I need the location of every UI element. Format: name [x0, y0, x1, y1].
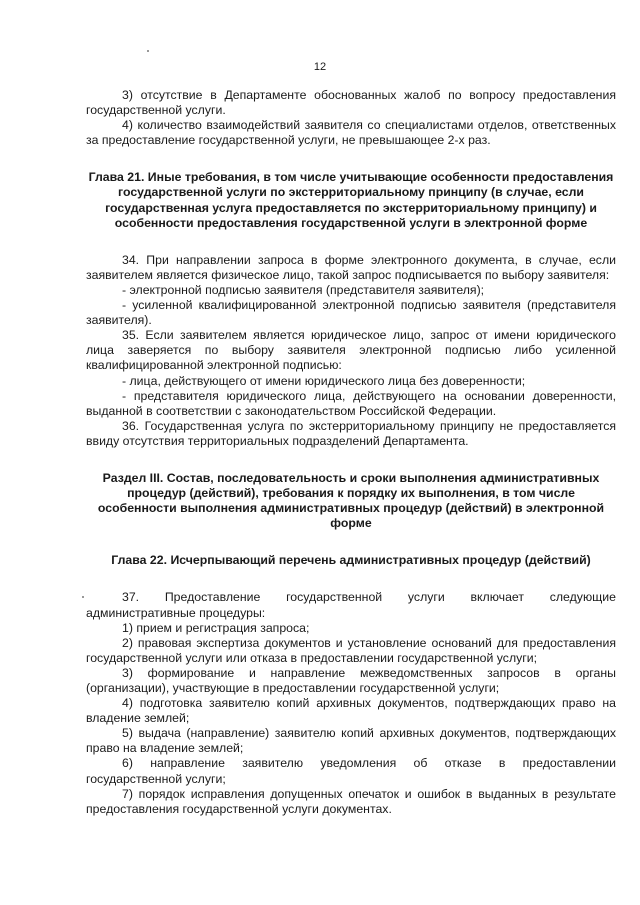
spacer: [86, 531, 616, 553]
paragraph: 36. Государственная услуга по экстерриториальному принципу не предоставляется ввиду отсутствия территориальных подразделений Департамента.: [86, 418, 616, 448]
paragraph: 3) формирование и направление межведомственных запросов в органы (организации), участвующие в предоставлении государственной услуги;: [86, 665, 616, 695]
paragraph: 37. Предоставление государственной услуги включает следующие административные процедуры:: [86, 590, 616, 620]
paragraph: 4) подготовка заявителю копий архивных документов, подтверждающих право на владение землей;: [86, 696, 616, 726]
section-heading: Глава 21. Иные требования, в том числе учитывающие особенности предоставления государственной услуги по экстерриториальному принципу (в случае, если государственная услуга предоставляется по экстерриториальному принципу) и особенности предоставления государственной услуги в электронной форме: [88, 170, 614, 230]
paragraph: 3) отсутствие в Департаменте обоснованных жалоб по вопросу предоставления государственной услуги.: [86, 88, 616, 118]
paragraph: 1) прием и регистрация запроса;: [122, 620, 310, 635]
paragraph: 35. Если заявителем является юридическое лицо, запрос от имени юридического лица заверяется по выбору заявителя электронной подписью либо усиленной квалифицированной электронной подписью:: [86, 328, 616, 373]
paragraph: 4) количество взаимодействий заявителя со специалистами отделов, ответственных за предоставление государственной услуги, не превышающее 2-х раз.: [86, 118, 616, 148]
scan-speck: [82, 596, 84, 598]
paragraph: 7) порядок исправления допущенных опечаток и ошибок в выданных в результате предоставления государственной услуги документах.: [86, 786, 616, 816]
paragraph: - усиленной квалифицированной электронной подписью заявителя (представителя заявителя).: [86, 298, 616, 328]
page-number: 12: [313, 61, 327, 73]
spacer: [86, 568, 616, 590]
spacer: [86, 231, 616, 253]
paragraph: 5) выдача (направление) заявителю копий архивных документов, подтверждающих право на владение землей;: [86, 726, 616, 756]
document-body: [86, 88, 616, 817]
paragraph: - электронной подписью заявителя (представителя заявителя);: [122, 282, 485, 297]
scan-speck: [147, 50, 149, 52]
spacer: [86, 148, 616, 170]
section-heading: Глава 22. Исчерпывающий перечень административных процедур (действий): [111, 553, 591, 568]
paragraph: 6) направление заявителю уведомления об отказе в предоставлении государственной услуги;: [86, 756, 616, 786]
paragraph: 2) правовая экспертиза документов и установление оснований для предоставления государственной услуги или отказа в предоставлении государственной услуги;: [86, 635, 616, 665]
section-heading: Раздел III. Состав, последовательность и сроки выполнения административных процедур (действий), требования к порядку их выполнения, в том числе особенности выполнения административных процедур (действий) в электронной форме: [97, 470, 605, 531]
paragraph: - лица, действующего от имени юридического лица без доверенности;: [122, 373, 526, 388]
paragraph: 34. При направлении запроса в форме электронного документа, в случае, если заявителем является физическое лицо, такой запрос подписывается по выбору заявителя:: [86, 252, 616, 282]
paragraph: - представителя юридического лица, действующего на основании доверенности, выданной в соответствии с законодательством Российской Федерации.: [86, 388, 616, 418]
spacer: [86, 449, 616, 471]
